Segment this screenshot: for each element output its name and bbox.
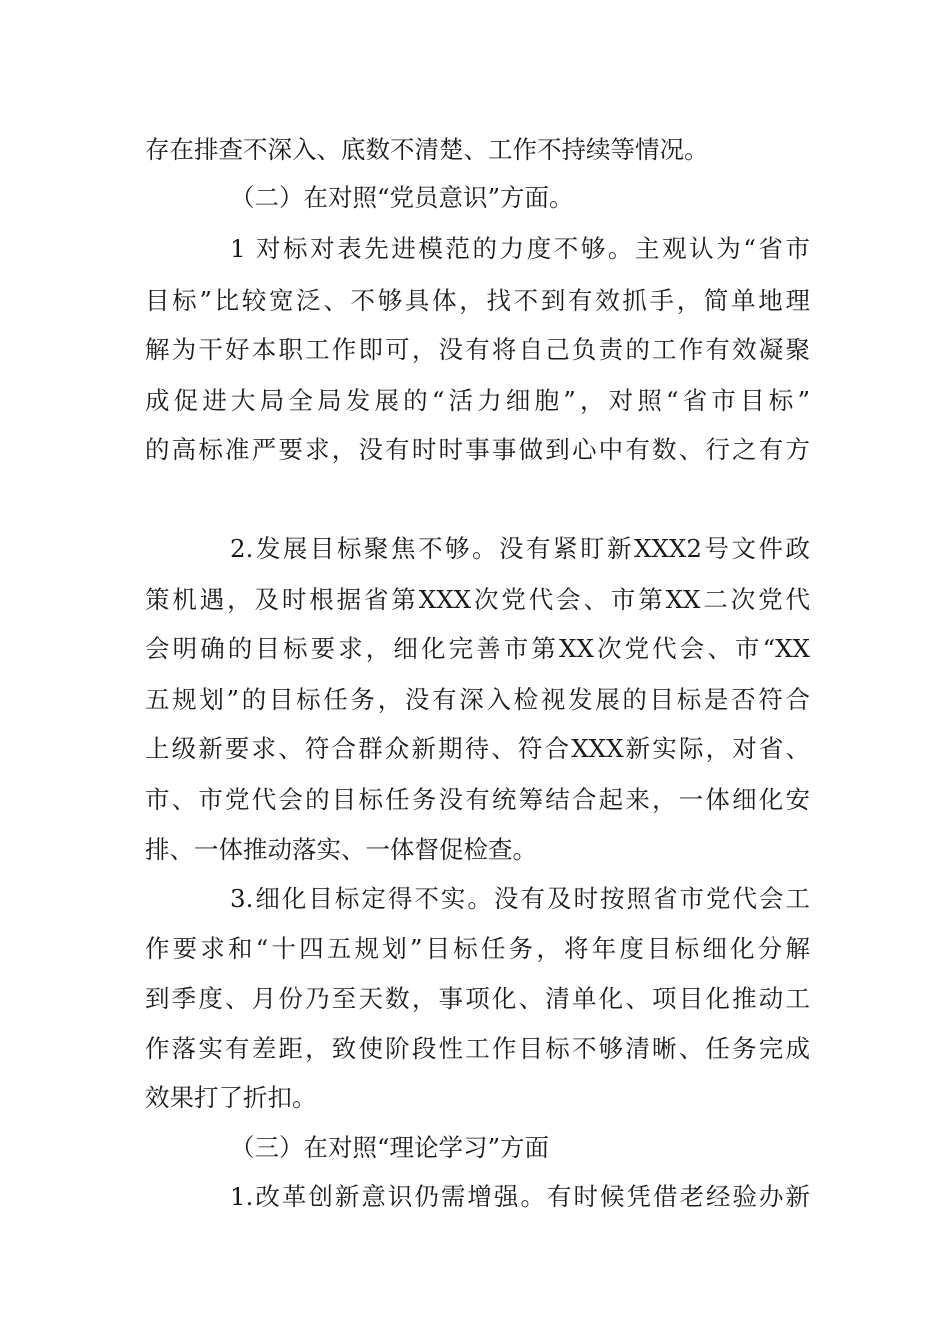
text-line-4: 目标”比较宽泛、不够具体，找不到有效抓手，简单地理 — [145, 286, 810, 315]
text-line-6: 成促进大局全局发展的“活力细胞”，对照“省市目标” — [145, 386, 810, 415]
text-line-1: 存在排查不深入、底数不清楚、工作不持续等情况。 — [145, 135, 709, 164]
text-line-10: 会明确的目标要求，细化完善市第XX次党代会、市“XX — [145, 634, 810, 663]
section-heading-2: （二）在对照“党员意识”方面。 — [230, 183, 574, 212]
text-line-11: 五规划”的目标任务，没有深入检视发展的目标是否符合 — [145, 685, 810, 714]
text-line-12: 上级新要求、符合群众新期待、符合XXX新实际，对省、 — [145, 734, 810, 763]
text-line-15: 3.细化目标定得不实。没有及时按照省市党代会工 — [230, 884, 810, 913]
text-line-21: 1.改革创新意识仍需增强。有时候凭借老经验办新 — [230, 1182, 810, 1211]
text-line-13: 市、市党代会的目标任务没有统筹结合起来，一体细化安 — [145, 785, 810, 814]
text-line-5: 解为干好本职工作即可，没有将自己负责的工作有效凝聚 — [145, 335, 810, 364]
text-line-9: 策机遇，及时根据省第XXX次党代会、市第XX二次党代 — [145, 585, 810, 614]
text-line-8: 2.发展目标聚焦不够。没有紧盯新XXX2号文件政 — [230, 534, 810, 563]
text-line-14: 排、一体推动落实、一体督促检查。 — [145, 835, 537, 864]
text-line-7: 的高标准严要求，没有时时事事做到心中有数、行之有方 — [145, 435, 810, 464]
text-line-19: 效果打了折扣。 — [145, 1083, 317, 1112]
text-line-17: 到季度、月份乃至天数，事项化、清单化、项目化推动工 — [145, 984, 810, 1013]
text-line-16: 作要求和“十四五规划”目标任务，将年度目标细化分解 — [145, 934, 810, 963]
text-line-3: 1 对标对表先进模范的力度不够。主观认为“省市 — [230, 234, 810, 263]
text-line-18: 作落实有差距，致使阶段性工作目标不够清晰、任务完成 — [145, 1034, 810, 1063]
section-heading-20: （三）在对照“理论学习”方面 — [230, 1133, 550, 1162]
